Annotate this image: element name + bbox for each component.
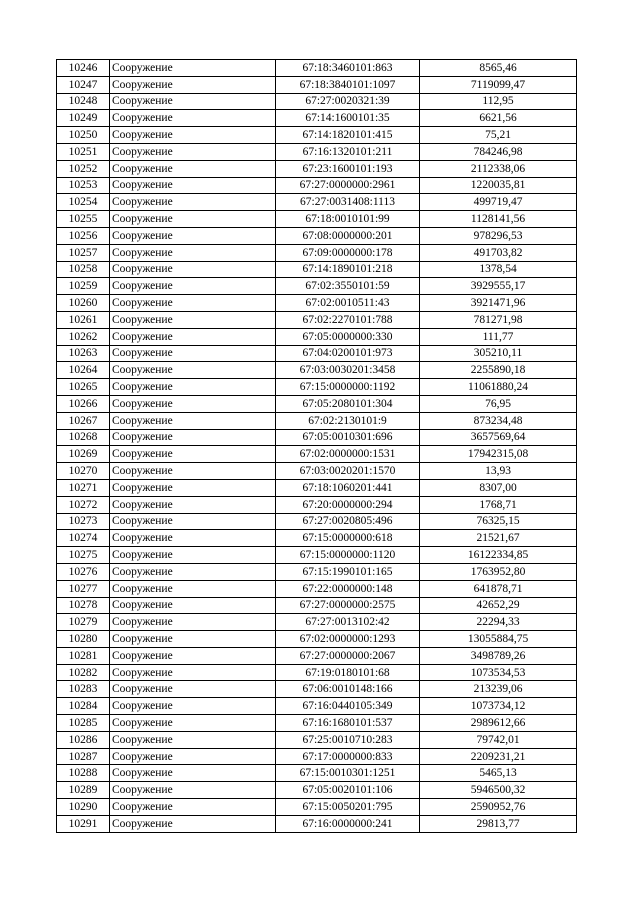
object-type-cell: Сооружение (110, 530, 276, 547)
table-row (57, 446, 577, 463)
cadastral-value-cell: 1220035,81 (420, 177, 577, 194)
cadastral-value-cell: 641878,71 (420, 580, 577, 597)
row-number-cell: 10269 (57, 446, 110, 463)
row-number-cell: 10246 (57, 60, 110, 77)
object-type-cell: Сооружение (110, 345, 276, 362)
table-row (57, 395, 577, 412)
table-row (57, 580, 577, 597)
cadastral-value-cell: 79742,01 (420, 731, 577, 748)
cadastral-value-cell: 22294,33 (420, 614, 577, 631)
row-number-cell: 10287 (57, 748, 110, 765)
row-number-cell: 10262 (57, 328, 110, 345)
cadastral-value-cell: 5946500,32 (420, 782, 577, 799)
row-number-cell: 10281 (57, 647, 110, 664)
row-number-cell: 10247 (57, 76, 110, 93)
cadastral-value-cell: 499719,47 (420, 194, 577, 211)
cadastral-value-cell: 13055884,75 (420, 631, 577, 648)
table-row (57, 345, 577, 362)
object-type-cell: Сооружение (110, 93, 276, 110)
cadastral-number-cell: 67:02:2130101:9 (276, 412, 420, 429)
table-row (57, 60, 577, 77)
object-type-cell: Сооружение (110, 547, 276, 564)
cadastral-value-cell: 2209231,21 (420, 748, 577, 765)
table-row (57, 160, 577, 177)
cadastral-value-cell: 1763952,80 (420, 563, 577, 580)
cadastral-value-cell: 76,95 (420, 395, 577, 412)
cadastral-number-cell: 67:16:0440105:349 (276, 698, 420, 715)
table-row (57, 647, 577, 664)
cadastral-value-cell: 16122334,85 (420, 547, 577, 564)
row-number-cell: 10248 (57, 93, 110, 110)
cadastral-value-cell: 8565,46 (420, 60, 577, 77)
row-number-cell: 10289 (57, 782, 110, 799)
cadastral-number-cell: 67:06:0010148:166 (276, 681, 420, 698)
row-number-cell: 10271 (57, 479, 110, 496)
cadastral-number-cell: 67:16:1680101:537 (276, 715, 420, 732)
table-row (57, 614, 577, 631)
row-number-cell: 10255 (57, 211, 110, 228)
row-number-cell: 10277 (57, 580, 110, 597)
cadastral-value-cell: 42652,29 (420, 597, 577, 614)
cadastral-number-cell: 67:08:0000000:201 (276, 227, 420, 244)
table-row (57, 530, 577, 547)
object-type-cell: Сооружение (110, 513, 276, 530)
row-number-cell: 10274 (57, 530, 110, 547)
cadastral-value-cell: 8307,00 (420, 479, 577, 496)
table-row (57, 261, 577, 278)
table-row (57, 463, 577, 480)
row-number-cell: 10270 (57, 463, 110, 480)
row-number-cell: 10285 (57, 715, 110, 732)
table-row (57, 765, 577, 782)
row-number-cell: 10282 (57, 664, 110, 681)
object-type-cell: Сооружение (110, 631, 276, 648)
cadastral-number-cell: 67:16:1320101:211 (276, 143, 420, 160)
cadastral-number-cell: 67:25:0010710:283 (276, 731, 420, 748)
cadastral-number-cell: 67:27:0000000:2575 (276, 597, 420, 614)
cadastral-number-cell: 67:02:0000000:1531 (276, 446, 420, 463)
cadastral-number-cell: 67:05:2080101:304 (276, 395, 420, 412)
cadastral-number-cell: 67:27:0020805:496 (276, 513, 420, 530)
cadastral-number-cell: 67:14:1600101:35 (276, 110, 420, 127)
cadastral-value-cell: 5465,13 (420, 765, 577, 782)
table-row (57, 110, 577, 127)
object-type-cell: Сооружение (110, 211, 276, 228)
cadastral-number-cell: 67:27:0000000:2067 (276, 647, 420, 664)
cadastral-value-cell: 2590952,76 (420, 799, 577, 816)
cadastral-number-cell: 67:27:0013102:42 (276, 614, 420, 631)
cadastral-number-cell: 67:27:0031408:1113 (276, 194, 420, 211)
cadastral-number-cell: 67:15:0000000:1120 (276, 547, 420, 564)
cadastral-number-cell: 67:15:0000000:618 (276, 530, 420, 547)
object-type-cell: Сооружение (110, 479, 276, 496)
cadastral-value-cell: 3657569,64 (420, 429, 577, 446)
cadastral-value-cell: 781271,98 (420, 311, 577, 328)
object-type-cell: Сооружение (110, 731, 276, 748)
cadastral-value-cell: 2112338,06 (420, 160, 577, 177)
object-type-cell: Сооружение (110, 395, 276, 412)
table-row (57, 513, 577, 530)
row-number-cell: 10257 (57, 244, 110, 261)
cadastral-value-cell: 11061880,24 (420, 379, 577, 396)
cadastral-number-cell: 67:20:0000000:294 (276, 496, 420, 513)
row-number-cell: 10276 (57, 563, 110, 580)
object-type-cell: Сооружение (110, 765, 276, 782)
table-row (57, 715, 577, 732)
table-row (57, 748, 577, 765)
cadastral-number-cell: 67:14:1820101:415 (276, 127, 420, 144)
object-type-cell: Сооружение (110, 748, 276, 765)
cadastral-number-cell: 67:18:3460101:863 (276, 60, 420, 77)
cadastral-number-cell: 67:16:0000000:241 (276, 815, 420, 832)
object-type-cell: Сооружение (110, 463, 276, 480)
object-type-cell: Сооружение (110, 664, 276, 681)
object-type-cell: Сооружение (110, 328, 276, 345)
row-number-cell: 10272 (57, 496, 110, 513)
object-type-cell: Сооружение (110, 446, 276, 463)
table-row (57, 143, 577, 160)
row-number-cell: 10261 (57, 311, 110, 328)
cadastral-number-cell: 67:18:1060201:441 (276, 479, 420, 496)
cadastral-value-cell: 1073534,53 (420, 664, 577, 681)
object-type-cell: Сооружение (110, 715, 276, 732)
cadastral-number-cell: 67:14:1890101:218 (276, 261, 420, 278)
cadastral-number-cell: 67:18:3840101:1097 (276, 76, 420, 93)
cadastral-number-cell: 67:15:0000000:1192 (276, 379, 420, 396)
cadastral-value-cell: 13,93 (420, 463, 577, 480)
table-row (57, 379, 577, 396)
row-number-cell: 10291 (57, 815, 110, 832)
object-type-cell: Сооружение (110, 799, 276, 816)
cadastral-number-cell: 67:27:0000000:2961 (276, 177, 420, 194)
table-row (57, 412, 577, 429)
cadastral-value-cell: 1128141,56 (420, 211, 577, 228)
table-row (57, 664, 577, 681)
row-number-cell: 10265 (57, 379, 110, 396)
cadastral-value-cell: 213239,06 (420, 681, 577, 698)
registry-table-body (57, 60, 577, 833)
row-number-cell: 10264 (57, 362, 110, 379)
object-type-cell: Сооружение (110, 647, 276, 664)
object-type-cell: Сооружение (110, 311, 276, 328)
row-number-cell: 10280 (57, 631, 110, 648)
cadastral-value-cell: 7119099,47 (420, 76, 577, 93)
table-row (57, 631, 577, 648)
cadastral-value-cell: 784246,98 (420, 143, 577, 160)
cadastral-value-cell: 111,77 (420, 328, 577, 345)
row-number-cell: 10251 (57, 143, 110, 160)
cadastral-value-cell: 978296,53 (420, 227, 577, 244)
cadastral-number-cell: 67:05:0020101:106 (276, 782, 420, 799)
cadastral-value-cell: 76325,15 (420, 513, 577, 530)
cadastral-number-cell: 67:19:0180101:68 (276, 664, 420, 681)
cadastral-number-cell: 67:03:0020201:1570 (276, 463, 420, 480)
cadastral-value-cell: 21521,67 (420, 530, 577, 547)
row-number-cell: 10284 (57, 698, 110, 715)
table-row (57, 227, 577, 244)
row-number-cell: 10256 (57, 227, 110, 244)
object-type-cell: Сооружение (110, 597, 276, 614)
object-type-cell: Сооружение (110, 143, 276, 160)
cadastral-number-cell: 67:15:0050201:795 (276, 799, 420, 816)
cadastral-number-cell: 67:18:0010101:99 (276, 211, 420, 228)
cadastral-number-cell: 67:02:2270101:788 (276, 311, 420, 328)
object-type-cell: Сооружение (110, 614, 276, 631)
cadastral-value-cell: 29813,77 (420, 815, 577, 832)
object-type-cell: Сооружение (110, 295, 276, 312)
cadastral-value-cell: 3921471,96 (420, 295, 577, 312)
object-type-cell: Сооружение (110, 261, 276, 278)
row-number-cell: 10286 (57, 731, 110, 748)
table-row (57, 76, 577, 93)
object-type-cell: Сооружение (110, 60, 276, 77)
registry-table (56, 59, 577, 833)
cadastral-number-cell: 67:02:0000000:1293 (276, 631, 420, 648)
object-type-cell: Сооружение (110, 815, 276, 832)
cadastral-number-cell: 67:05:0000000:330 (276, 328, 420, 345)
cadastral-number-cell: 67:09:0000000:178 (276, 244, 420, 261)
cadastral-number-cell: 67:03:0030201:3458 (276, 362, 420, 379)
table-row (57, 295, 577, 312)
table-row (57, 547, 577, 564)
cadastral-value-cell: 491703,82 (420, 244, 577, 261)
object-type-cell: Сооружение (110, 244, 276, 261)
object-type-cell: Сооружение (110, 412, 276, 429)
cadastral-value-cell: 2255890,18 (420, 362, 577, 379)
cadastral-value-cell: 6621,56 (420, 110, 577, 127)
row-number-cell: 10267 (57, 412, 110, 429)
object-type-cell: Сооружение (110, 782, 276, 799)
cadastral-value-cell: 112,95 (420, 93, 577, 110)
row-number-cell: 10258 (57, 261, 110, 278)
row-number-cell: 10288 (57, 765, 110, 782)
table-row (57, 782, 577, 799)
object-type-cell: Сооружение (110, 563, 276, 580)
object-type-cell: Сооружение (110, 110, 276, 127)
cadastral-number-cell: 67:02:3550101:59 (276, 278, 420, 295)
cadastral-number-cell: 67:22:0000000:148 (276, 580, 420, 597)
object-type-cell: Сооружение (110, 362, 276, 379)
row-number-cell: 10278 (57, 597, 110, 614)
row-number-cell: 10268 (57, 429, 110, 446)
row-number-cell: 10254 (57, 194, 110, 211)
cadastral-value-cell: 1378,54 (420, 261, 577, 278)
row-number-cell: 10290 (57, 799, 110, 816)
table-row (57, 681, 577, 698)
object-type-cell: Сооружение (110, 496, 276, 513)
row-number-cell: 10273 (57, 513, 110, 530)
cadastral-value-cell: 1768,71 (420, 496, 577, 513)
object-type-cell: Сооружение (110, 177, 276, 194)
table-row (57, 597, 577, 614)
cadastral-number-cell: 67:05:0010301:696 (276, 429, 420, 446)
table-row (57, 127, 577, 144)
cadastral-number-cell: 67:15:0010301:1251 (276, 765, 420, 782)
row-number-cell: 10263 (57, 345, 110, 362)
table-row (57, 211, 577, 228)
table-row (57, 93, 577, 110)
object-type-cell: Сооружение (110, 194, 276, 211)
table-row (57, 563, 577, 580)
table-row (57, 479, 577, 496)
row-number-cell: 10252 (57, 160, 110, 177)
table-row (57, 429, 577, 446)
row-number-cell: 10279 (57, 614, 110, 631)
table-row (57, 278, 577, 295)
object-type-cell: Сооружение (110, 698, 276, 715)
cadastral-value-cell: 1073734,12 (420, 698, 577, 715)
table-row (57, 496, 577, 513)
table-row (57, 177, 577, 194)
object-type-cell: Сооружение (110, 429, 276, 446)
object-type-cell: Сооружение (110, 681, 276, 698)
row-number-cell: 10250 (57, 127, 110, 144)
cadastral-number-cell: 67:17:0000000:833 (276, 748, 420, 765)
object-type-cell: Сооружение (110, 278, 276, 295)
row-number-cell: 10253 (57, 177, 110, 194)
row-number-cell: 10266 (57, 395, 110, 412)
cadastral-value-cell: 75,21 (420, 127, 577, 144)
table-row (57, 244, 577, 261)
table-row (57, 362, 577, 379)
cadastral-value-cell: 3929555,17 (420, 278, 577, 295)
row-number-cell: 10249 (57, 110, 110, 127)
object-type-cell: Сооружение (110, 227, 276, 244)
row-number-cell: 10275 (57, 547, 110, 564)
row-number-cell: 10283 (57, 681, 110, 698)
table-row (57, 194, 577, 211)
table-row (57, 815, 577, 832)
object-type-cell: Сооружение (110, 379, 276, 396)
object-type-cell: Сооружение (110, 76, 276, 93)
cadastral-number-cell: 67:02:0010511:43 (276, 295, 420, 312)
cadastral-value-cell: 3498789,26 (420, 647, 577, 664)
cadastral-number-cell: 67:15:1990101:165 (276, 563, 420, 580)
cadastral-value-cell: 17942315,08 (420, 446, 577, 463)
table-row (57, 731, 577, 748)
cadastral-number-cell: 67:04:0200101:973 (276, 345, 420, 362)
table-row (57, 799, 577, 816)
cadastral-number-cell: 67:27:0020321:39 (276, 93, 420, 110)
row-number-cell: 10259 (57, 278, 110, 295)
row-number-cell: 10260 (57, 295, 110, 312)
cadastral-number-cell: 67:23:1600101:193 (276, 160, 420, 177)
cadastral-value-cell: 873234,48 (420, 412, 577, 429)
object-type-cell: Сооружение (110, 127, 276, 144)
cadastral-value-cell: 305210,11 (420, 345, 577, 362)
cadastral-value-cell: 2989612,66 (420, 715, 577, 732)
table-row (57, 311, 577, 328)
object-type-cell: Сооружение (110, 160, 276, 177)
table-row (57, 698, 577, 715)
table-row (57, 328, 577, 345)
object-type-cell: Сооружение (110, 580, 276, 597)
